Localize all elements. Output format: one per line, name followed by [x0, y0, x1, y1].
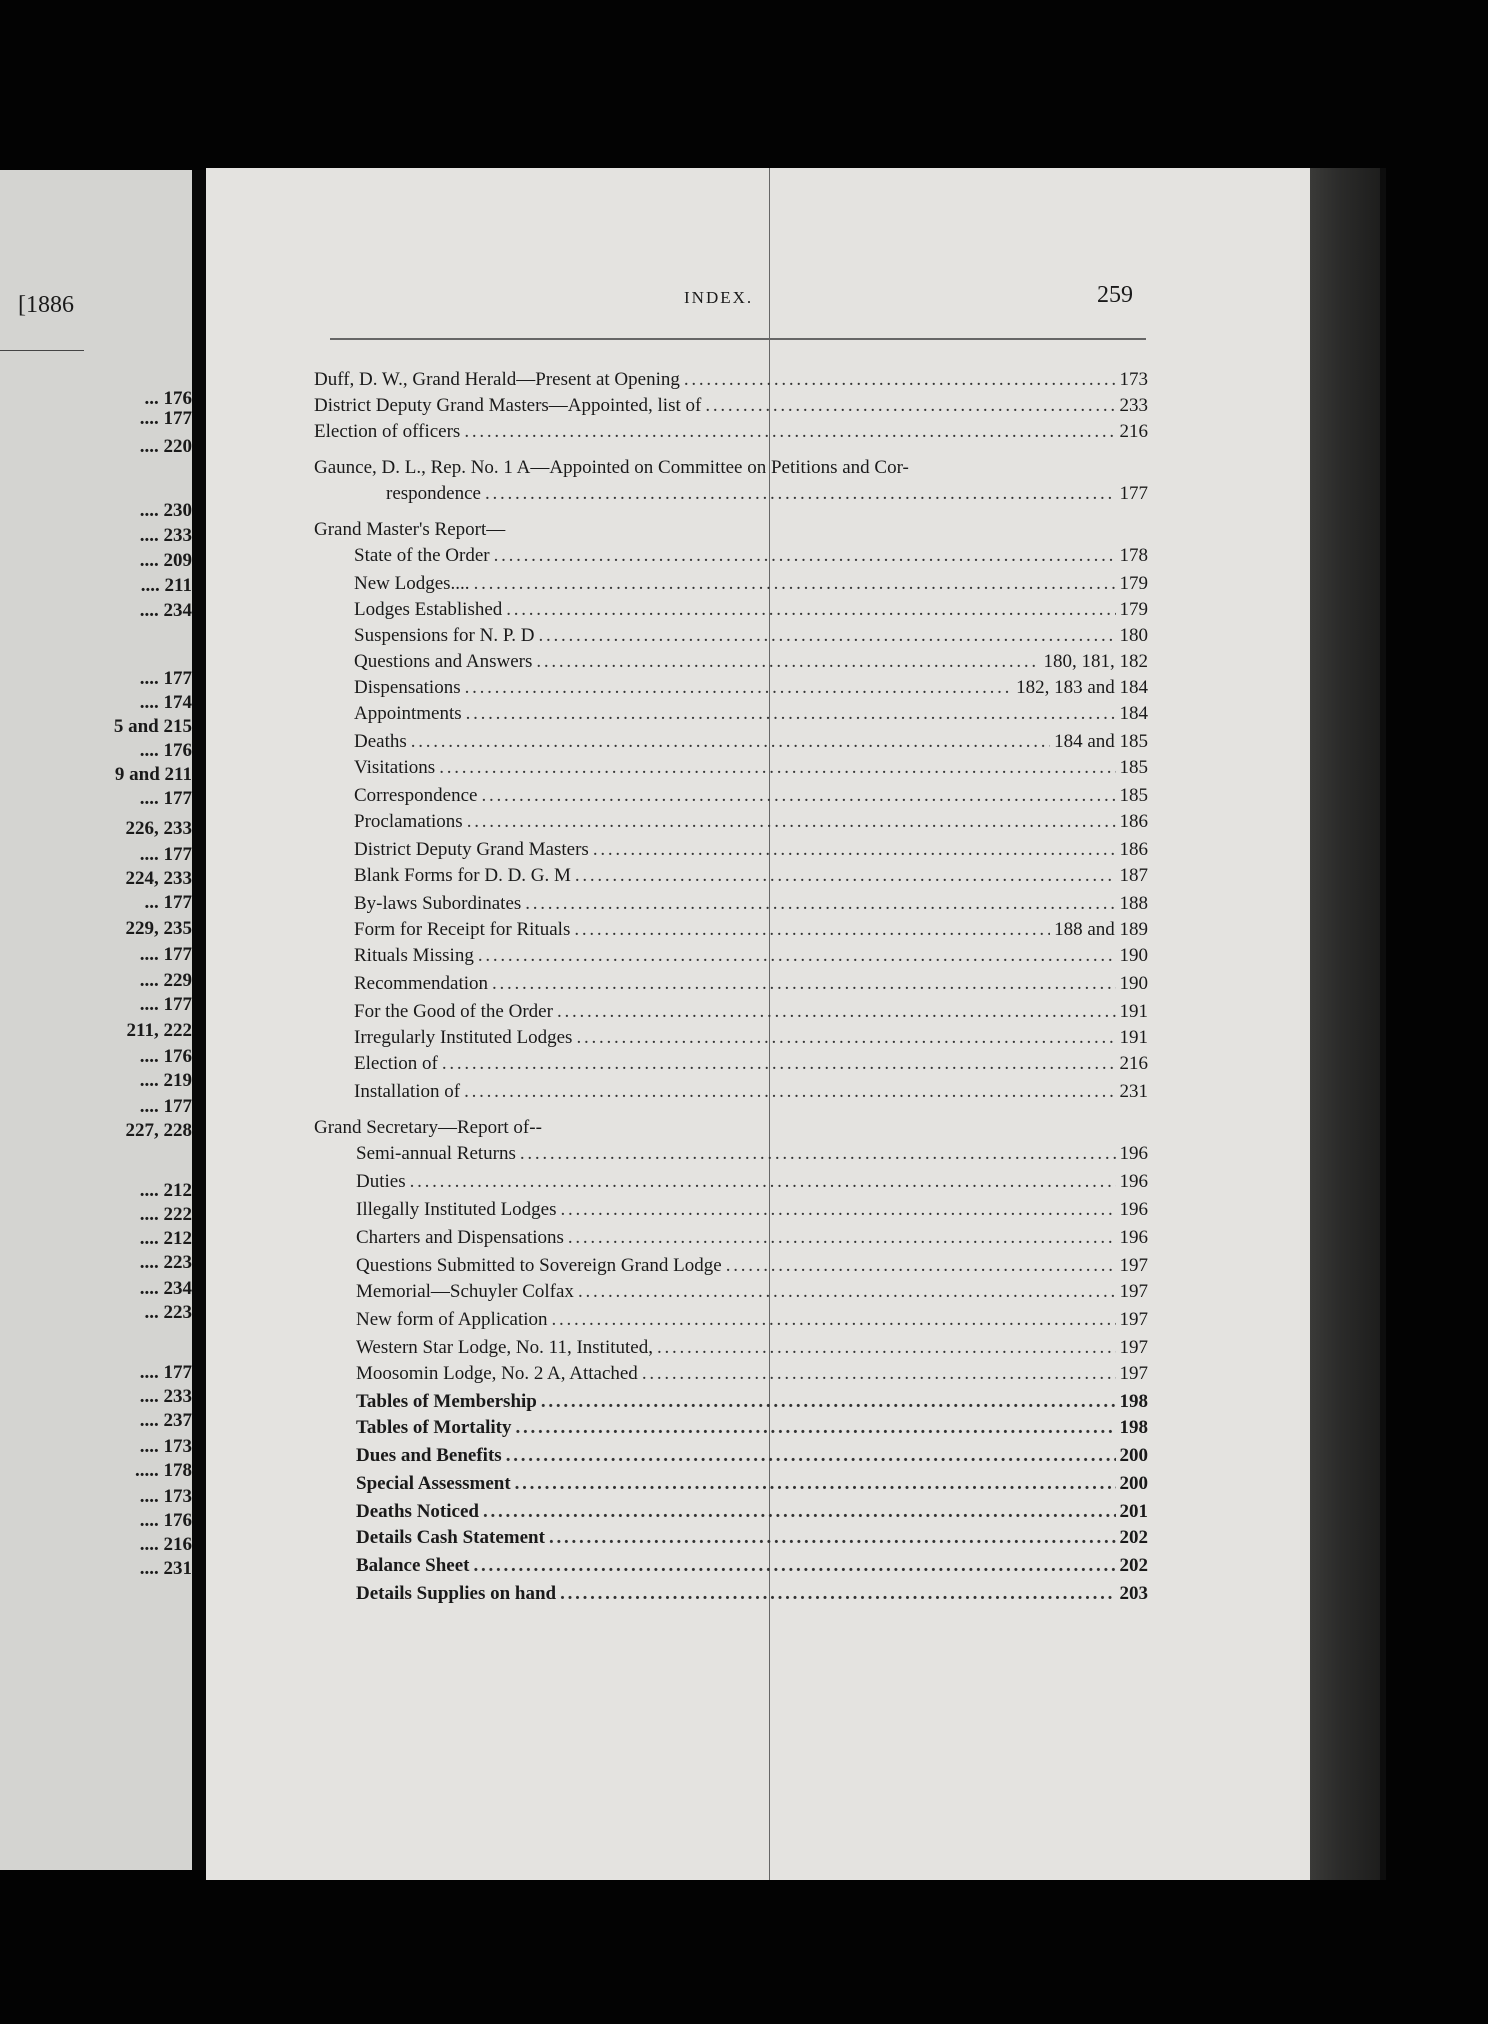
index-entry-text: Tables of Membership	[356, 1391, 537, 1412]
left-page-line: .... 233	[139, 1386, 192, 1407]
dot-leader	[506, 1442, 1116, 1470]
index-entry-text: New Lodges....	[354, 573, 470, 594]
index-entry-text: Correspondence	[354, 785, 478, 806]
index-entry-page: 180, 181, 182	[1043, 651, 1148, 672]
left-page-line: 229, 235	[125, 918, 192, 939]
left-page-line: .... 176	[139, 1046, 192, 1067]
book-spine	[1310, 168, 1380, 1880]
index-entry	[356, 1278, 1148, 1306]
left-page-line: ... 223	[144, 1302, 192, 1323]
index-entry	[356, 1168, 1148, 1196]
index-entry-text: Questions and Answers	[354, 651, 533, 672]
dot-leader	[478, 942, 1116, 970]
dot-leader	[485, 480, 1116, 508]
dot-leader	[575, 862, 1116, 890]
index-entry-page: 184 and 185	[1054, 731, 1148, 752]
index-entry-text: Deaths Noticed	[356, 1501, 479, 1522]
dot-leader	[561, 1196, 1116, 1224]
index-entry-text: Balance Sheet	[356, 1555, 470, 1576]
index-entry	[356, 1360, 1148, 1388]
header-title: INDEX.	[684, 288, 754, 307]
index-entry	[354, 754, 1148, 782]
left-page-line: 211, 222	[126, 1020, 192, 1041]
left-page-line: .... 233	[139, 525, 192, 546]
page-gutter	[192, 170, 206, 1870]
index-entry-page: 202	[1119, 1527, 1148, 1548]
left-page-line: .... 234	[139, 600, 192, 621]
index-entry	[314, 366, 1148, 394]
index-entry-text: Semi-annual Returns	[356, 1143, 516, 1164]
index-entry	[356, 1224, 1148, 1252]
index-entry-page: 177	[1119, 483, 1148, 504]
index-entry-text: Details Supplies on hand	[356, 1583, 557, 1604]
dot-leader	[473, 1552, 1115, 1580]
index-entry-page: 187	[1119, 865, 1148, 886]
index-entry-text: State of the Order	[354, 545, 490, 566]
dot-leader	[552, 1306, 1116, 1334]
index-entry-text: Blank Forms for D. D. G. M	[354, 865, 571, 886]
index-entry-page: 196	[1119, 1171, 1148, 1192]
index-entry-page: 184	[1119, 703, 1148, 724]
dot-leader	[442, 1050, 1116, 1078]
index-entry-page: 197	[1119, 1337, 1148, 1358]
index-entry-page: 198	[1119, 1391, 1148, 1412]
left-page-line: .... 216	[139, 1534, 192, 1555]
index-entry-text: District Deputy Grand Masters	[354, 839, 589, 860]
index-entry-text: Election of officers	[314, 421, 461, 442]
left-page-line: .... 209	[139, 550, 192, 571]
index-entry-page: 197	[1119, 1255, 1148, 1276]
index-entry	[354, 808, 1148, 836]
index-entry-page: 173	[1119, 369, 1148, 390]
left-page-line: ... 177	[144, 892, 192, 913]
index-entry-text: Charters and Dispensations	[356, 1227, 564, 1248]
index-entry	[356, 1498, 1148, 1526]
left-page-line: .... 234	[139, 1278, 192, 1299]
dot-leader	[657, 1334, 1116, 1362]
index-heading: Grand Secretary—Report of--	[314, 1117, 542, 1138]
index-entry-text: Dispensations	[354, 677, 461, 698]
index-entry	[354, 570, 1148, 598]
index-entry-text: Recommendation	[354, 973, 489, 994]
left-page-line: .... 212	[139, 1228, 192, 1249]
index-entry	[354, 1024, 1148, 1052]
index-entry	[354, 998, 1148, 1026]
left-page-line: 9 and 211	[114, 764, 192, 785]
left-page-line: 227, 228	[125, 1120, 192, 1141]
index-entry-text: Appointments	[354, 703, 462, 724]
index-entry-page: 216	[1119, 1053, 1148, 1074]
index-entry-page: 179	[1119, 573, 1148, 594]
dot-leader	[474, 570, 1116, 598]
index-entry	[354, 1078, 1148, 1106]
index-entry	[386, 480, 1148, 508]
index-entry-text: Form for Receipt for Rituals	[354, 919, 571, 940]
dot-leader	[467, 808, 1116, 836]
dot-leader	[516, 1414, 1116, 1442]
dot-leader	[557, 998, 1116, 1026]
header-rule	[330, 338, 1146, 340]
index-entry-page: 200	[1119, 1473, 1148, 1494]
dot-leader	[705, 392, 1115, 420]
index-entry-text: Lodges Established	[354, 599, 503, 620]
index-entry	[354, 728, 1148, 756]
index-entry-page: 233	[1119, 395, 1148, 416]
left-page-line: .... 237	[139, 1410, 192, 1431]
index-entry-page: 198	[1119, 1417, 1148, 1438]
index-entry-page: 180	[1119, 625, 1148, 646]
index-entry-text: By-laws Subordinates	[354, 893, 522, 914]
left-header-rule	[0, 350, 84, 351]
index-entry	[356, 1580, 1148, 1608]
index-entry	[356, 1552, 1148, 1580]
dot-leader	[492, 970, 1115, 998]
index-entry-text: Western Star Lodge, No. 11, Instituted,	[356, 1337, 653, 1358]
left-page-line: ... 176	[144, 388, 192, 409]
index-entry	[356, 1388, 1148, 1416]
index-entry-page: 201	[1119, 1501, 1148, 1522]
index-entry-text: Duties	[356, 1171, 406, 1192]
index-entry	[354, 890, 1148, 918]
index-entry	[354, 782, 1148, 810]
book-spine-edge	[1380, 168, 1386, 1880]
left-page-line: .... 177	[139, 788, 192, 809]
dot-leader	[464, 418, 1115, 446]
left-page-line: .... 173	[139, 1436, 192, 1457]
index-entry	[354, 542, 1148, 570]
index-entry	[354, 622, 1148, 650]
left-page-line: .... 176	[139, 740, 192, 761]
index-entry-page: 197	[1119, 1363, 1148, 1384]
dot-leader	[560, 1580, 1115, 1608]
left-page-line: .... 177	[139, 944, 192, 965]
dot-leader	[574, 916, 1050, 944]
left-page-line: .... 231	[139, 1558, 192, 1579]
index-entry	[314, 418, 1148, 446]
index-entry-page: 216	[1119, 421, 1148, 442]
index-entry-text: Suspensions for N. P. D	[354, 625, 535, 646]
index-entry-page: 185	[1119, 757, 1148, 778]
dot-leader	[410, 1168, 1116, 1196]
index-entry	[356, 1470, 1148, 1498]
left-page-line: .... 177	[139, 994, 192, 1015]
dot-leader	[464, 1078, 1115, 1106]
index-entry-page: 190	[1119, 945, 1148, 966]
index-entry-page: 196	[1119, 1227, 1148, 1248]
dot-leader	[494, 542, 1116, 570]
dot-leader	[466, 700, 1116, 728]
left-page-line: .... 211	[140, 575, 192, 596]
index-entry-text: Moosomin Lodge, No. 2 A, Attached	[356, 1363, 638, 1384]
index-entry-text: Duff, D. W., Grand Herald—Present at Opening	[314, 369, 680, 390]
index-entry-text: Visitations	[354, 757, 436, 778]
left-page-line: .... 177	[139, 1362, 192, 1383]
index-entry-page: 200	[1119, 1445, 1148, 1466]
index-entry-text: For the Good of the Order	[354, 1001, 553, 1022]
index-entry-text: Rituals Missing	[354, 945, 474, 966]
index-entry-text: Details Cash Statement	[356, 1527, 545, 1548]
dot-leader	[465, 674, 1012, 702]
index-entry-text: Illegally Instituted Lodges	[356, 1199, 557, 1220]
left-page-line: .... 223	[139, 1252, 192, 1273]
left-page-line: .... 173	[139, 1486, 192, 1507]
index-entry-page: 179	[1119, 599, 1148, 620]
index-entry	[356, 1442, 1148, 1470]
index-entry	[356, 1414, 1148, 1442]
index-entry-page: 191	[1119, 1001, 1148, 1022]
dot-leader	[439, 754, 1115, 782]
index-entry	[356, 1252, 1148, 1280]
left-page-line: .... 176	[139, 1510, 192, 1531]
index-entry-text: respondence	[386, 483, 481, 504]
index-entry-page: 178	[1119, 545, 1148, 566]
index-entry-page: 203	[1119, 1583, 1148, 1604]
left-page-year: [1886	[18, 292, 74, 318]
dot-leader	[525, 890, 1115, 918]
left-page-line: 224, 233	[125, 868, 192, 889]
dot-leader	[642, 1360, 1116, 1388]
index-entry-page: 188 and 189	[1054, 919, 1148, 940]
index-entry-page: 185	[1119, 785, 1148, 806]
index-entry	[354, 674, 1148, 702]
index-entry-text: District Deputy Grand Masters—Appointed, list of	[314, 395, 702, 416]
dot-leader	[481, 782, 1115, 810]
index-heading: Grand Master's Report—	[314, 519, 506, 540]
index-entry	[356, 1306, 1148, 1334]
left-page-line: .... 177	[139, 408, 192, 429]
index-entry-text: Proclamations	[354, 811, 463, 832]
index-entry-text: Irregularly Instituted Lodges	[354, 1027, 573, 1048]
dot-leader	[515, 1470, 1116, 1498]
index-entry	[314, 392, 1148, 420]
index-entry	[354, 700, 1148, 728]
index-entry-page: 197	[1119, 1281, 1148, 1302]
index-entry	[356, 1524, 1148, 1552]
page-number: 259	[1097, 282, 1133, 308]
left-page-line: .... 177	[139, 668, 192, 689]
right-page	[206, 168, 1310, 1880]
index-entry-page: 197	[1119, 1309, 1148, 1330]
index-entry-text: Tables of Mortality	[356, 1417, 512, 1438]
left-page-line: .... 177	[139, 844, 192, 865]
index-entry-page: 202	[1119, 1555, 1148, 1576]
index-entry	[356, 1334, 1148, 1362]
dot-leader	[483, 1498, 1116, 1526]
dot-leader	[684, 366, 1116, 394]
index-entry	[354, 916, 1148, 944]
index-entry-page: 182, 183 and 184	[1016, 677, 1148, 698]
index-entry-page: 196	[1119, 1143, 1148, 1164]
index-heading: Gaunce, D. L., Rep. No. 1 A—Appointed on Committee on Petitions and Cor-	[314, 457, 909, 478]
index-entry-text: Questions Submitted to Sovereign Grand Lodge	[356, 1255, 722, 1276]
dot-leader	[726, 1252, 1116, 1280]
left-page-line: .... 212	[139, 1180, 192, 1201]
index-entry	[354, 970, 1148, 998]
index-entry	[354, 942, 1148, 970]
dot-leader	[541, 1388, 1116, 1416]
index-entry-page: 188	[1119, 893, 1148, 914]
index-entry-page: 186	[1119, 839, 1148, 860]
index-entry	[354, 648, 1148, 676]
index-entry	[354, 596, 1148, 624]
index-entry-text: Dues and Benefits	[356, 1445, 502, 1466]
dot-leader	[576, 1024, 1115, 1052]
dot-leader	[568, 1224, 1116, 1252]
left-page-line: ..... 178	[135, 1460, 192, 1481]
index-entry-text: Memorial—Schuyler Colfax	[356, 1281, 574, 1302]
left-page-line: .... 177	[139, 1096, 192, 1117]
index-entry-page: 231	[1119, 1081, 1148, 1102]
index-entry-text: Installation of	[354, 1081, 461, 1102]
index-entry	[356, 1196, 1148, 1224]
dot-leader	[536, 648, 1039, 676]
left-page-line: 226, 233	[125, 818, 192, 839]
left-page-line: .... 222	[139, 1204, 192, 1225]
dot-leader	[539, 622, 1116, 650]
dot-leader	[411, 728, 1050, 756]
dot-leader	[506, 596, 1115, 624]
index-entry-page: 196	[1119, 1199, 1148, 1220]
dot-leader	[549, 1524, 1116, 1552]
index-entry	[356, 1140, 1148, 1168]
index-entry-text: Election of	[354, 1053, 438, 1074]
left-page-line: .... 220	[139, 436, 192, 457]
left-page-line: .... 219	[139, 1070, 192, 1091]
index-entry-page: 191	[1119, 1027, 1148, 1048]
dot-leader	[593, 836, 1116, 864]
index-entry-text: Special Assessment	[356, 1473, 511, 1494]
index-entry	[354, 862, 1148, 890]
index-entry-text: New form of Application	[356, 1309, 548, 1330]
index-entry	[354, 1050, 1148, 1078]
index-entry	[354, 836, 1148, 864]
left-page-line: .... 174	[139, 692, 192, 713]
dot-leader	[520, 1140, 1116, 1168]
dot-leader	[578, 1278, 1116, 1306]
index-entry-page: 190	[1119, 973, 1148, 994]
left-page-line: .... 230	[139, 500, 192, 521]
index-entry-text: Deaths	[354, 731, 407, 752]
left-page-line: 5 and 215	[113, 716, 192, 737]
left-page	[0, 170, 192, 1870]
left-page-line: .... 229	[139, 970, 192, 991]
index-entry-page: 186	[1119, 811, 1148, 832]
